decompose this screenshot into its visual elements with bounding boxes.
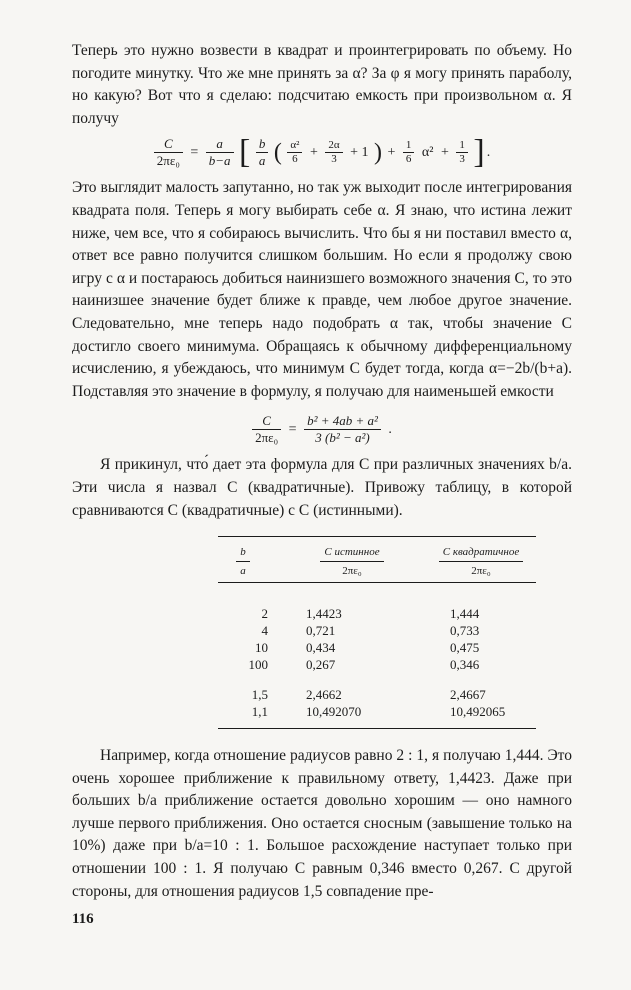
- lhs-fraction-2: $\frac{C}{\text{2πε₀}}$: [252, 413, 281, 446]
- table-row: 1,1 10,492070 10,492065: [251, 704, 506, 720]
- table-row: 10 0,434 0,475: [255, 640, 480, 656]
- header-ratio: $\frac{b}{a}$: [218, 545, 268, 578]
- table-row: 100 0,267 0,346: [248, 657, 480, 673]
- table-row: 1,5 2,4662 2,4667: [251, 687, 486, 703]
- lhs-fraction: $\frac{C}{\text{2πε₀}}$: [154, 136, 183, 169]
- book-page: [72, 40, 572, 928]
- table-row: 4 0,721 0,733: [261, 623, 480, 639]
- paragraph-1: Теперь это нужно возвести в квадрат и проинтегрировать по объему. Но погодите минутку. Что же мне принять за α? За φ я могу принять параболу, но какую? Вот что я сделаю: подсчитаю емкость при произвольном α. Я получу: [72, 42, 572, 127]
- header-quadratic: $\frac{\text{C квадратичное}}{\text{2πε₀}}$: [406, 545, 536, 578]
- a-over-b-minus-a: $\frac{a}{b-a}$: [206, 136, 234, 169]
- paragraph-4: Например, когда отношение радиусов равно 2 : 1, я получаю 1,444. Это очень хорошее приближение к правильному ответу, 1,4423. Даже при больших b/a приближение остается довольно хорошим — оно намного лучше первого приближения. Оно остается сносным (завышение только на 10%) даже при b/a=10 : 1. Большое расхождение наступает только при отношении 100 : 1. Я получаю C равным 0,346 вместо 0,267. С другой стороны, для отношения радиусов 1,5 совпадение пре-: [72, 747, 572, 900]
- table-body: [218, 583, 536, 728]
- two-alpha-over-3: $\frac{2\alpha}{3}$: [325, 139, 342, 166]
- rhs-fraction-2: $\frac{\text{b² + 4ab + a²}}{\text{3 (b² − a²)}}$: [304, 413, 381, 446]
- capacity-formula-alpha: $\frac{C}{\text{2πε₀}}$ = $\frac{a}{b-a}$ [ $\frac{b}{a}$ ( $\frac{\text{α²}}{6}$ + $\frac{2\alpha}{3}$ + 1 ) + $\frac{1}{6}$ α² + $\frac{1}{3}$ ] .: [72, 136, 572, 169]
- header-true: $\frac{\text{C истинное}}{\text{2πε₀}}$: [268, 545, 406, 578]
- paragraph-2: Это выглядит малость запутанно, но так уж выходит после интегрирования квадрата поля. Теперь я могу выбирать себе α. Я знаю, что истина лежит ниже, чем все, что я собираюсь вычислить. Что бы я ни поставил вместо α, ответ все равно получится слишком большим. Но если я продолжу свою игру с α и постараюсь добиться наинизшего возможного значения C, то это наинизшее значение будет ближе к правде, чем любое другое значение. Следовательно, мне теперь надо подобрать α так, чтобы значение C достигло своего минимума. Обращаясь к обычному дифференциальному исчислению, я убеждаюсь, что минимум C будет тогда, когда α=−2b/(b+a). Подставляя это значение в формулу, я получаю для наименьшей емкости: [72, 179, 572, 400]
- table-bottom-rule: [218, 728, 536, 729]
- table-row: 2 1,4423 1,444: [261, 606, 480, 622]
- table-header: [218, 537, 536, 582]
- b-over-a: $\frac{b}{a}$: [256, 136, 269, 169]
- comparison-table: [218, 536, 536, 729]
- paragraph-3: Я прикинул, что́ дает эта формула для C при различных значениях b/a. Эти числа я назвал C (квадратичные). Привожу таблицу, в которой сравниваются C (квадратичные) с C (истинными).: [72, 456, 572, 519]
- alpha-sq-over-6: $\frac{\text{α²}}{6}$: [287, 139, 302, 166]
- one-third: $\frac{1}{3}$: [456, 139, 468, 166]
- page-number: 116: [72, 911, 94, 928]
- one-sixth: $\frac{1}{6}$: [403, 139, 415, 166]
- minimum-capacity-formula: $\frac{C}{\text{2πε₀}}$ = $\frac{\text{b² + 4ab + a²}}{\text{3 (b² − a²)}}$ .: [72, 413, 572, 446]
